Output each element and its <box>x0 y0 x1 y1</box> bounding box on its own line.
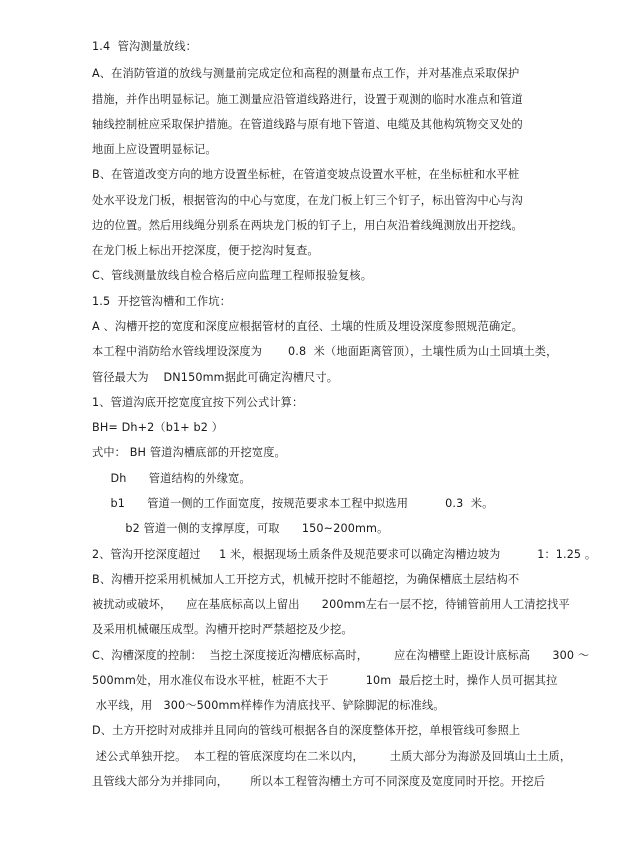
section-heading-1-5: 1.5 开挖管沟槽和工作坑： <box>92 295 232 308</box>
paragraph-line: C、管线测量放线自检合格后应向监理工程师报验复核。 <box>92 269 373 282</box>
paragraph-line: 处水平设龙门板，根据管沟的中心与宽度，在龙门板上钉三个钉子，标出管沟中心与沟 <box>92 194 523 207</box>
formula-legend: b1 管道一侧的工作面宽度，按规范要求本工程中拟选用 0.3 米。 <box>92 497 494 510</box>
paragraph-line: 被扰动或破坏， 应在基底标高以上留出 200mm左右一层不挖，待铺管前用人工清挖找平 <box>92 598 570 611</box>
section-heading-1-4: 1.4 管沟测量放线： <box>92 40 198 53</box>
paragraph-line: 在龙门板上标出开挖深度，便于挖沟时复查。 <box>92 244 319 257</box>
paragraph-line: C、沟槽深度的控制： 当挖土深度接近沟槽底标高时， 应在沟槽壁上距设计底标高 300 ～ <box>92 649 590 662</box>
paragraph-line: 本工程中消防给水管线埋设深度为 0.8 米（地面距离管顶），土壤性质为山土回填土类， <box>92 345 558 358</box>
paragraph-line: 措施，并作出明显标记。施工测量应沿管道线路进行，设置于观测的临时水准点和管道 <box>92 93 523 106</box>
paragraph-line: A、在消防管道的放线与测量前完成定位和高程的测量布点工作，并对基准点采取保护 <box>92 67 520 80</box>
paragraph-line: 500mm处，用水准仪布设水平桩，桩距不大于 10m 最后挖土时，操作人员可据其拉 <box>92 674 558 687</box>
paragraph-line: 且管线大部分为并排同向， 所以本工程管沟槽土方可不同深度及宽度同时开挖。开挖后 <box>92 775 546 788</box>
paragraph-line: 及采用机械碾压成型。沟槽开挖时严禁超挖及少挖。 <box>92 623 353 636</box>
paragraph-line: 轴线控制桩应采取保护措施。在管道线路与原有地下管道、电缆及其他构筑物交叉处的 <box>92 118 523 131</box>
paragraph-line: 2、管沟开挖深度超过 1 米，根据现场土质条件及规范要求可以确定沟槽边坡为 1：1.25 。 <box>92 548 597 561</box>
paragraph-line: 述公式单独开挖。 本工程的管底深度均在二米以内， 土质大部分为海淤及回填山土土质， <box>92 750 572 763</box>
paragraph-line: 水平线，用 300～500mm样棒作为清底找平、铲除脚泥的标准线。 <box>92 699 445 712</box>
formula-legend: Dh 管道结构的外缘宽。 <box>92 472 251 485</box>
paragraph-line: 地面上应设置明显标记。 <box>92 143 217 156</box>
paragraph-line: 边的位置。然后用线绳分别系在两块龙门板的钉子上，用白灰沿着线绳测放出开挖线。 <box>92 219 523 232</box>
paragraph-line: B、在管道改变方向的地方设置坐标桩，在管道变坡点设置水平桩，在坐标桩和水平桩 <box>92 168 520 181</box>
formula-legend: 式中： BH 管道沟槽底部的开挖宽度。 <box>92 446 286 459</box>
formula-legend: b2 管道一侧的支撑厚度，可取 150~200mm。 <box>92 522 389 535</box>
paragraph-line: A 、沟槽开挖的宽度和深度应根据管材的直径、土壤的性质及埋设深度参照规范确定。 <box>92 320 523 333</box>
paragraph-line: D、土方开挖时对成排并且同向的管线可根据各自的深度整体开挖，单根管线可参照上 <box>92 724 521 737</box>
formula-line: BH= Dh+2（b1+ b2 ） <box>92 421 224 434</box>
paragraph-line: 1、管道沟底开挖宽度宜按下列公式计算： <box>92 396 304 409</box>
paragraph-line: B、沟槽开挖采用机械加人工开挖方式，机械开挖时不能超挖，为确保槽底土层结构不 <box>92 573 520 586</box>
paragraph-line: 管径最大为 DN150mm据此可确定沟槽尺寸。 <box>92 371 339 384</box>
